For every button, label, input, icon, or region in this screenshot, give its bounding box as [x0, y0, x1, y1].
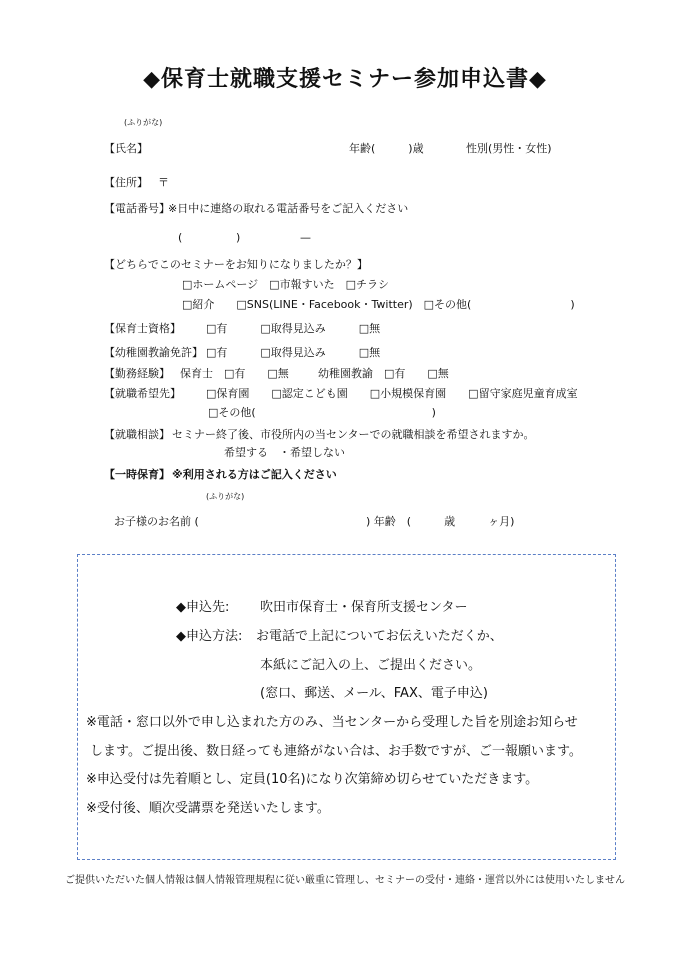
phone-label: 【電話番号】 [104, 202, 170, 215]
note1-line2: します。ご提出後、数日経っても連絡がない合は、お手数ですが、ご一報願います。 [90, 744, 582, 759]
qualification-options[interactable]: □有 □取得見込み □無 [206, 322, 381, 335]
source-question: 【どちらでこのセミナーをお知りになりましたか？】 [104, 258, 368, 271]
age-field[interactable]: 年齢( )歳 [349, 142, 424, 155]
experience-kinder[interactable]: 幼稚園教諭 □有 □無 [318, 367, 449, 380]
note2: ※申込受付は先着順とし、定員(10名)になり次第締め切らせていただきます。 [86, 772, 539, 787]
phone-note: ※日中に連絡の取れる電話番号をご記入ください [168, 202, 409, 215]
dest-label: ◆申込先: [176, 600, 230, 615]
consult-label: 【就職相談】 [104, 428, 170, 441]
desired-label: 【就職希望先】 [104, 387, 181, 400]
childcare-label: 【一時保育】 [104, 468, 170, 481]
dest-value: 吹田市保育士・保育所支援センター [260, 600, 468, 615]
childcare-note: ※利用される方はご記入ください [172, 468, 337, 481]
experience-label: 【勤務経験】 [104, 367, 170, 380]
name-label: 【氏名】 [104, 142, 148, 155]
page-title: ◆保育士就職支援セミナー参加申込書◆ [143, 67, 547, 92]
source-options-row1[interactable]: □ホームページ □市報すいた □チラシ [182, 278, 389, 291]
source-options-row2[interactable]: □紹介 □SNS(LINE・Facebook・Twitter) □その他( ) [182, 298, 575, 311]
phone-paren-open: ( [178, 231, 183, 244]
phone-dash: — [300, 231, 311, 244]
child-name-field[interactable]: お子様のお名前 ( [114, 515, 199, 528]
desired-options-row2[interactable]: □その他( ) [208, 406, 436, 419]
kindergarten-options[interactable]: □有 □取得見込み □無 [206, 346, 381, 359]
experience-nursery[interactable]: 保育士 □有 □無 [180, 367, 289, 380]
consult-question: セミナー終了後、市役所内の当センターでの就職相談を希望されますか。 [172, 428, 535, 441]
childcare-furigana: (ふりがな) [206, 492, 245, 501]
privacy-footer: ご提供いただいた個人情報は個人情報管理規程に従い厳重に管理し、セミナーの受付・連絡・運営以外には使用いたしません [65, 875, 625, 886]
gender-field[interactable]: 性別(男性・女性) [466, 142, 552, 155]
furigana-label: (ふりがな) [124, 118, 163, 127]
consult-answers[interactable]: 希望する ・希望しない [224, 446, 345, 459]
method-line1: お電話で上記についてお伝えいただくか、 [256, 629, 503, 644]
postal-mark: 〒 [158, 176, 169, 189]
note3: ※受付後、順次受講票を発送いたします。 [86, 801, 330, 816]
kindergarten-label: 【幼稚園教諭免許】 [104, 346, 203, 359]
method-label: ◆申込方法: [176, 629, 243, 644]
phone-paren-close: ) [236, 231, 241, 244]
qualification-label: 【保育士資格】 [104, 322, 181, 335]
method-line2: 本紙にご記入の上、ご提出ください。 [260, 658, 482, 673]
method-line3: (窓口、郵送、メール、FAX、電子申込) [260, 686, 488, 701]
address-label: 【住所】 [104, 176, 148, 189]
note1-line1: ※電話・窓口以外で申し込まれた方のみ、当センターから受理した旨を別途お知らせ [86, 715, 578, 730]
desired-options-row1[interactable]: □保育園 □認定こども園 □小規模保育園 □留守家庭児童育成室 [206, 387, 578, 400]
child-age-field[interactable]: ) 年齢 ( 歳 ヶ月) [366, 515, 515, 528]
